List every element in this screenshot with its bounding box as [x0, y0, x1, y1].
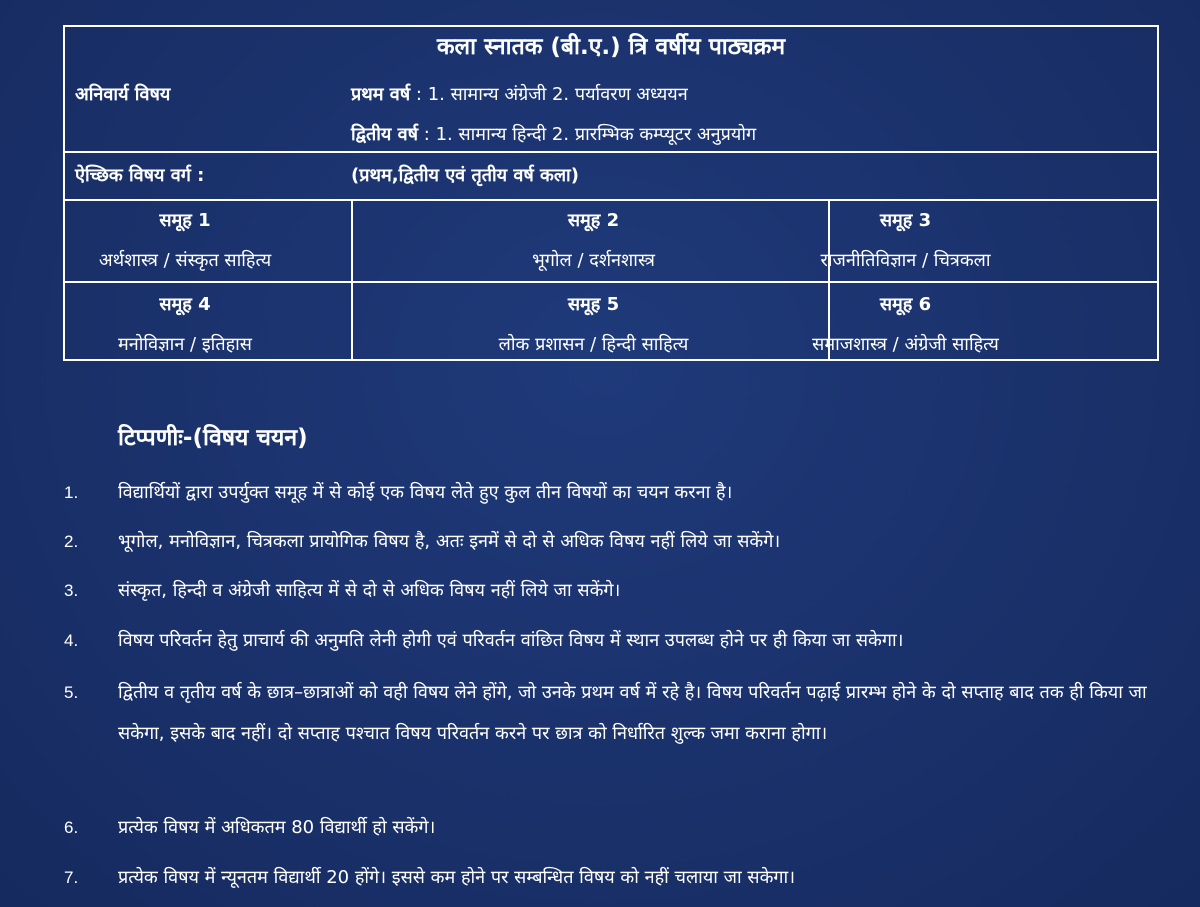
- table-divider: [65, 199, 1157, 201]
- note-text: संस्कृत, हिन्दी व अंग्रेजी साहित्य में से दो से अधिक विषय नहीं लिये जा सकेंगे।: [118, 580, 621, 601]
- notes-heading: टिप्पणीः-(विषय चयन): [118, 425, 308, 451]
- group-subjects: समाजशास्त्र / अंग्रेजी साहित्य: [812, 334, 999, 355]
- note-text: विषय परिवर्तन हेतु प्राचार्य की अनुमति लेनी होगी एवं परिवर्तन वांछित विषय में स्थान उपलब्ध होने पर ही किया जा सकेगा।: [118, 630, 904, 651]
- elective-years: (प्रथम,द्वितीय एवं तृतीय वर्ष कला): [351, 165, 579, 186]
- group-subjects: अर्थशास्त्र / संस्कृत साहित्य: [98, 250, 272, 271]
- note-number: 6.: [64, 818, 79, 837]
- group-title: समूह 2: [567, 210, 620, 231]
- note-number: 3.: [64, 581, 79, 600]
- note-number: 5.: [64, 683, 79, 702]
- group-title: समूह 1: [159, 210, 211, 231]
- group-subjects: मनोविज्ञान / इतिहास: [118, 334, 252, 355]
- second-year-label: द्वितीय वर्ष: [351, 124, 419, 145]
- group-subjects: लोक प्रशासन / हिन्दी साहित्य: [498, 334, 689, 355]
- compulsory-subjects-label: अनिवार्य विषय: [75, 84, 171, 105]
- elective-subjects-label: ऐच्छिक विषय वर्ग :: [75, 165, 205, 186]
- group-title: समूह 6: [879, 294, 932, 315]
- group-subjects: राजनीतिविज्ञान / चित्रकला: [820, 250, 991, 271]
- first-year-row: [351, 83, 688, 107]
- second-year-row: [351, 123, 756, 147]
- course-table: [63, 25, 1159, 361]
- first-year-label: प्रथम वर्ष: [351, 84, 411, 105]
- group-cell: [65, 205, 305, 281]
- note-number: 1.: [64, 483, 79, 502]
- table-divider: [65, 151, 1157, 153]
- note-text: द्वितीय व तृतीय वर्ष के छात्र–छात्राओं को वही विषय लेने होंगे, जो उनके प्रथम वर्ष में रहे है। विषय परिवर्तन पढ़ाई प्रारम्भ होने के दो सप्ताह बाद तक ही किया जा सकेगा, इसके बाद नहीं। दो सप्ताह पश्चात विषय परिवर्तन करने पर छात्र को निर्धारित शुल्क जमा कराना होगा।: [118, 682, 1147, 744]
- note-number: 4.: [64, 631, 79, 650]
- table-divider: [351, 199, 353, 359]
- group-title: समूह 3: [879, 210, 932, 231]
- note-text: भूगोल, मनोविज्ञान, चित्रकला प्रायोगिक विषय है, अतः इनमें से दो से अधिक विषय नहीं लिये जा सकेंगे।: [118, 531, 781, 552]
- group-title: समूह 4: [159, 294, 211, 315]
- first-year-subjects: : 1. सामान्य अंग्रेजी 2. पर्यावरण अध्ययन: [415, 84, 688, 105]
- group-cell: [785, 289, 1026, 363]
- group-title: समूह 5: [567, 294, 620, 315]
- group-cell: [355, 289, 832, 363]
- table-divider: [65, 281, 1157, 283]
- second-year-subjects: : 1. सामान्य हिन्दी 2. प्रारम्भिक कम्प्यूटर अनुप्रयोग: [423, 124, 757, 145]
- group-cell: [65, 289, 305, 363]
- note-number: 7.: [64, 868, 79, 887]
- group-cell: [355, 205, 832, 281]
- note-text: प्रत्येक विषय में अधिकतम 80 विद्यार्थी हो सकेंगे।: [118, 817, 436, 838]
- note-number: 2.: [64, 532, 79, 551]
- group-subjects: भूगोल / दर्शनशास्त्र: [532, 250, 655, 271]
- note-text: प्रत्येक विषय में न्यूनतम विद्यार्थी 20 होंगे। इससे कम होने पर सम्बन्धित विषय को नहीं चलाया जा सकेगा।: [118, 867, 796, 888]
- note-text: विद्यार्थियों द्वारा उपर्युक्त समूह में से कोई एक विषय लेते हुए कुल तीन विषयों का चयन करना है।: [118, 482, 733, 503]
- table-title: कला स्नातक (बी.ए.) त्रि वर्षीय पाठ्यक्रम: [436, 34, 786, 60]
- group-cell: [785, 205, 1026, 281]
